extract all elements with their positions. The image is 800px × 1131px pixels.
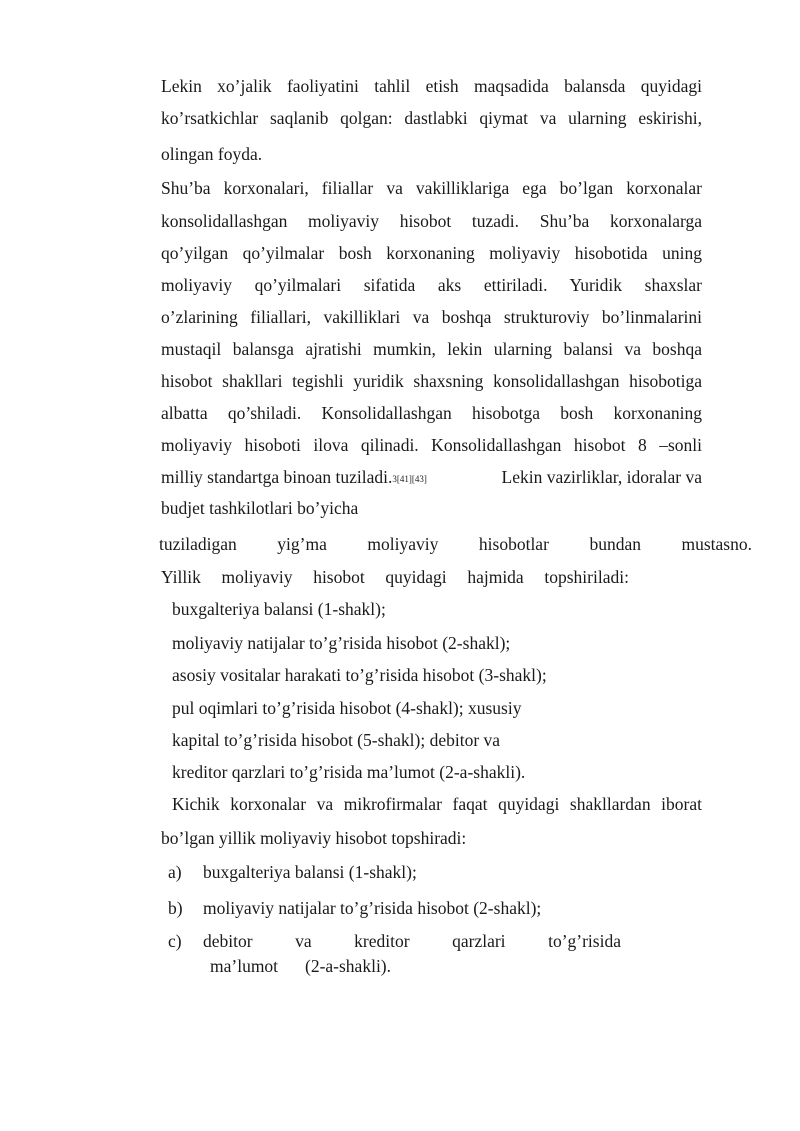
word: hisobot (313, 567, 365, 587)
line-10-text-after: Lekin vazirliklar, idoralar va (501, 467, 702, 487)
word: moliyaviy (221, 567, 293, 587)
paragraph-1-line-1: Lekin xo’jalik faoliyatini tahlil etish maqsadida balansda quyidagi (161, 76, 702, 96)
paragraph-2-line-9: moliyaviy hisoboti ilova qilinadi. Konsolidallashgan hisobot 8 –sonli (161, 435, 702, 455)
word: qarzlari (452, 931, 506, 951)
paragraph-2-line-2: konsolidallashgan moliyaviy hisobot tuzadi. Shu’ba korxonalarga (161, 211, 702, 231)
lettered-item-b: moliyaviy natijalar to’g’risida hisobot (2-shakl); (203, 898, 542, 918)
word: mustasno. (681, 534, 752, 554)
lettered-item-c-cont-2: (2-a-shakli). (305, 956, 392, 976)
word: hajmida (467, 567, 524, 587)
list-marker-b: b) (168, 898, 183, 918)
paragraph-2-line-13 (161, 566, 629, 588)
annual-list-item-3: asosiy vositalar harakati to’g’risida hisobot (3-shakl); (172, 665, 547, 685)
word: yig’ma (277, 534, 327, 554)
word: moliyaviy (367, 534, 439, 554)
lettered-item-c-cont-1: ma’lumot (210, 956, 279, 976)
line-10-start (161, 466, 427, 488)
list-marker-a: a) (168, 862, 182, 882)
annual-list-item-6: kreditor qarzlari to’g’risida ma’lumot (2-a-shakli). (172, 762, 526, 782)
word: kreditor (354, 931, 410, 951)
paragraph-2-line-12 (159, 533, 752, 555)
word: topshiriladi: (544, 567, 629, 587)
word: quyidagi (385, 567, 447, 587)
small-business-line-1: Kichik korxonalar va mikrofirmalar faqat quyidagi shakllardan iborat (172, 794, 702, 814)
paragraph-2-line-11: budjet tashkilotlari bo’yicha (161, 498, 359, 518)
paragraph-2-line-6: mustaqil balansga ajratishi mumkin, lekin ularning balansi va boshqa (161, 339, 702, 359)
list-marker-c: c) (168, 931, 182, 951)
annual-list-item-1: buxgalteriya balansi (1-shakl); (172, 599, 386, 619)
paragraph-2-line-3: qo’yilgan qo’yilmalar bosh korxonaning moliyaviy hisobotida uning (161, 243, 702, 263)
paragraph-1-line-2: ko’rsatkichlar saqlanib qolgan: dastlabki qiymat va ularning eskirishi, (161, 108, 702, 128)
annual-list-item-2: moliyaviy natijalar to’g’risida hisobot (2-shakl); (172, 633, 511, 653)
paragraph-2-line-5: o’zlarining filiallari, vakilliklari va boshqa strukturoviy bo’linmalarini (161, 307, 702, 327)
paragraph-2-line-4: moliyaviy qo’yilmalari sifatida aks ettiriladi. Yuridik shaxslar (161, 275, 702, 295)
lettered-item-a: buxgalteriya balansi (1-shakl); (203, 862, 417, 882)
paragraph-2-line-1: Shu’ba korxonalari, filiallar va vakilliklariga ega bo’lgan korxonalar (161, 178, 702, 198)
word: hisobotlar (478, 534, 549, 554)
paragraph-2-line-7: hisobot shakllari tegishli yuridik shaxsning konsolidallashgan hisobotiga (161, 371, 702, 391)
paragraph-1-line-3: olingan foyda. (161, 144, 263, 164)
word: to’g’risida (548, 931, 621, 951)
line-10-text-before: milliy standartga binoan tuziladi. (161, 467, 393, 487)
lettered-item-c (203, 930, 621, 952)
word: bundan (589, 534, 641, 554)
citation-reference: 3[41][43] (392, 474, 427, 484)
small-business-line-2: bo’lgan yillik moliyaviy hisobot topshiradi: (161, 828, 467, 848)
word: tuziladigan (159, 534, 237, 554)
word: debitor (203, 931, 253, 951)
paragraph-2-line-10 (161, 466, 702, 488)
annual-list-item-5: kapital to’g’risida hisobot (5-shakl); debitor va (172, 730, 501, 750)
word: Yillik (161, 567, 201, 587)
annual-list-item-4: pul oqimlari to’g’risida hisobot (4-shakl); xususiy (172, 698, 522, 718)
paragraph-2-line-8: albatta qo’shiladi. Konsolidallashgan hisobotga bosh korxonaning (161, 403, 702, 423)
word: va (295, 931, 312, 951)
